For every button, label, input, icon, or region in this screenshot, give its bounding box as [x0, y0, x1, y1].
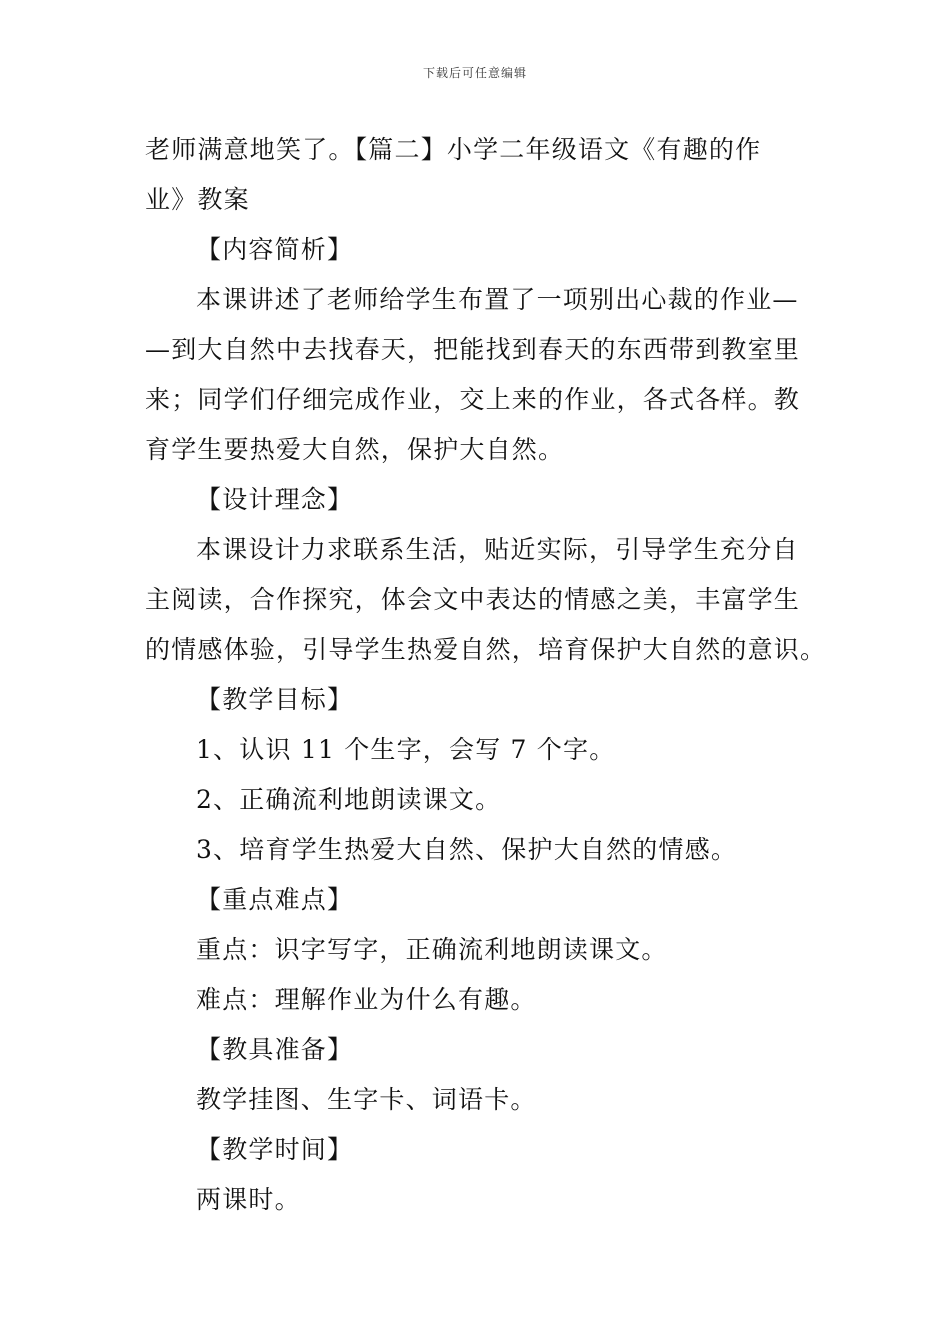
paragraph-line: —到大自然中去找春天，把能找到春天的东西带到教室里 [145, 335, 801, 364]
paragraph-line: 主阅读，合作探究，体会文中表达的情感之美，丰富学生 [145, 585, 801, 614]
section-heading: 【教具准备】 [196, 1035, 354, 1064]
paragraph-line: 育学生要热爱大自然，保护大自然。 [145, 435, 565, 464]
paragraph-line: 本课设计力求联系生活，贴近实际，引导学生充分自 [196, 535, 799, 564]
paragraph-line: 老师满意地笑了。【篇二】小学二年级语文《有趣的作 [145, 135, 762, 164]
section-heading: 【教学时间】 [196, 1135, 354, 1164]
paragraph-line: 本课讲述了老师给学生布置了一项别出心裁的作业— [196, 285, 799, 314]
paragraph-line: 业》教案 [145, 185, 250, 214]
list-item: 2、正确流利地朗读课文。 [196, 785, 502, 814]
section-heading: 【内容简析】 [196, 235, 354, 264]
paragraph-line: 的情感体验，引导学生热爱自然，培育保护大自然的意识。 [145, 635, 827, 664]
section-heading: 【教学目标】 [196, 685, 354, 714]
list-item: 3、培育学生热爱大自然、保护大自然的情感。 [196, 835, 738, 864]
paragraph-line: 重点：识字写字，正确流利地朗读课文。 [196, 935, 668, 964]
section-heading: 【重点难点】 [196, 885, 354, 914]
section-heading: 【设计理念】 [196, 485, 354, 514]
page-header-note: 下载后可任意编辑 [422, 66, 527, 80]
paragraph-line: 两课时。 [196, 1185, 301, 1214]
paragraph-line: 难点：理解作业为什么有趣。 [196, 985, 537, 1014]
list-item: 1、认识 11 个生字，会写 7 个字。 [196, 735, 616, 764]
paragraph-line: 教学挂图、生字卡、词语卡。 [196, 1085, 537, 1114]
paragraph-line: 来；同学们仔细完成作业，交上来的作业，各式各样。教 [145, 385, 801, 414]
